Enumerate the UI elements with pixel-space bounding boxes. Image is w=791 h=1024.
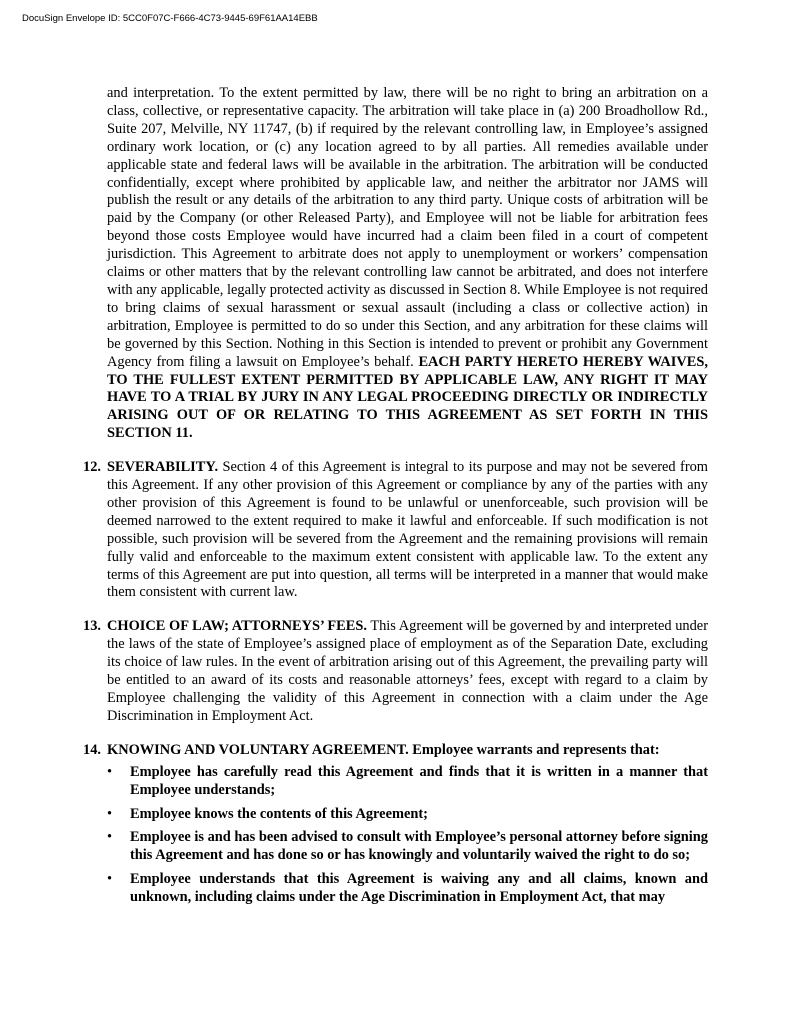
envelope-id: DocuSign Envelope ID: 5CC0F07C-F666-4C73-9445-69F61AA14EBB [22,13,318,24]
list-item [107,806,708,824]
section-14-heading: KNOWING AND VOLUNTARY AGREEMENT. [107,741,409,758]
section-12-heading: SEVERABILITY. [107,459,219,476]
list-item [107,829,708,865]
section-14 [83,741,708,907]
bullet-icon: • [107,871,113,888]
bullet-text: Employee understands that this Agreement is waiving any and all claims, known and unknown, including claims under the Age Discrimination in Employment Act, that may [130,871,708,906]
section-12-number: 12. [83,459,101,476]
bullet-text: Employee is and has been advised to consult with Employee’s personal attorney before signing this Agreement and has done so or has knowingly and voluntarily waived the right to do so; [130,829,708,864]
section-14-paragraph [107,742,708,760]
section-13 [83,618,708,725]
section-13-number: 13. [83,618,101,635]
section-13-heading: CHOICE OF LAW; ATTORNEYS’ FEES. [107,618,367,635]
bullet-icon: • [107,805,113,822]
section-12-text: Section 4 of this Agreement is integral to its purpose and may not be severed from this Agreement. If any other provision of this Agreement or compliance by any of the parties with any other provision of this Agreement is found to be unlawful or unenforceable, such provision will be deemed narrowed to the extent required to make it lawful and enforceable. If such modification is not possible, such provision will be severed from the Agreement and the remaining provisions will remain fully valid and enforceable to the maximum extent consistent with applicable law. To the extent any terms of this Agreement are put into question, all terms will be interpreted in a manner that would make them consistent with current law. [107,459,708,601]
section-12 [83,459,708,602]
bullet-text: Employee has carefully read this Agreement and finds that it is written in a manner that Employee understands; [130,763,708,798]
bullet-icon: • [107,829,113,846]
section-12-paragraph [107,459,708,602]
section-14-intro: Employee warrants and represents that: [408,741,660,758]
document-body [83,85,708,913]
bullet-text: Employee knows the contents of this Agreement; [130,805,428,822]
jury-waiver-text: EACH PARTY HERETO HEREBY WAIVES, TO THE FULLEST EXTENT PERMITTED BY APPLICABLE LAW, ANY RIGHT IT MAY HAVE TO A TRIAL BY JURY IN ANY LEGAL PROCEEDING DIRECTLY OR INDIRECTLY ARISING OUT OF OR RELATING TO THIS AGREEMENT AS SET FORTH IN THIS SECTION 11. [107,353,708,442]
section-11-text: and interpretation. To the extent permitted by law, there will be no right to bring an arbitration on a class, collective, or representative capacity. The arbitration will take place in (a) 200 Broadhollow Rd., Suite 207, Melville, NY 11747, (b) if required by the relevant controlling law, in Employee’s assigned ordinary work location, or (c) any location agreed to by all parties. All remedies available under applicable state and federal laws will be available in the arbitration. The arbitration will be conducted confidentially, except where prohibited by applicable law, and neither the arbitrator nor JAMS will publish the result or any details of the arbitration to any third party. Unique costs of arbitration will be paid by the Company (or other Released Party), and Employee will not be liable for arbitration fees beyond those costs Employee would have incurred had a claim been filed in a court of competent jurisdiction. This Agreement to arbitrate does not apply to unemployment or workers’ compensation claims or other matters that by the relevant controlling law cannot be arbitrated, and does not interfere with any applicable, legally protected activity as discussed in Section 8. While Employee is not required to bring claims of sexual harassment or sexual assault (including a class or collective action) in arbitration, Employee is permitted to do so under this Section, and any arbitration for these claims will be governed by this Section. Nothing in this Section is intended to prevent or prohibit any Government Agency from filing a lawsuit on Employee’s behalf. [107,85,708,370]
section-14-number: 14. [83,741,101,758]
section-14-bullet-list [107,764,708,907]
section-11-continuation [107,85,708,443]
section-13-text: This Agreement will be governed by and interpreted under the laws of the state of Employee’s assigned place of employment as of the Separation Date, excluding its choice of law rules. In the event of arbitration arising out of this Agreement, the prevailing party will be entitled to an award of its costs and reasonable attorneys’ fees, except with regard to a claim by Employee challenging the validity of this Agreement in connection with a claim under the Age Discrimination in Employment Act. [107,618,708,724]
section-13-paragraph [107,618,708,725]
list-item [107,871,708,907]
bullet-icon: • [107,763,113,780]
list-item [107,764,708,800]
